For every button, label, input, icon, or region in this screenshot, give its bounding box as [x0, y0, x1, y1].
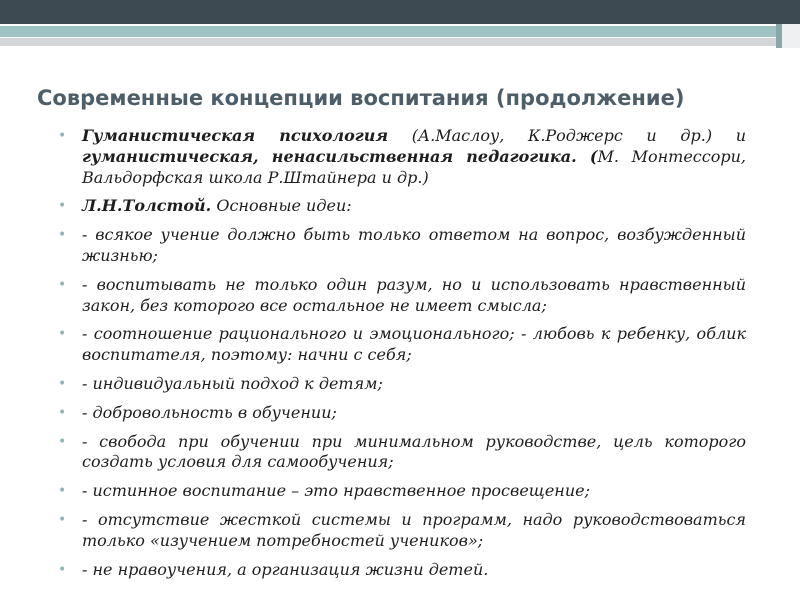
term-humanistic-psychology: Гуманистическая психология [82, 126, 389, 145]
bullet-icon: • [58, 483, 67, 500]
list-item-text: - добровольность в обучении; [82, 402, 337, 422]
term-nonviolent-pedagogy: гуманистическая, ненасильственная педагогика. ( [82, 146, 598, 166]
bullet-icon: • [58, 276, 67, 293]
bullet-icon: • [58, 128, 67, 144]
slide-title: Современные концепции воспитания (продолжение) [37, 86, 685, 110]
list-item-text: - отсутствие жесткой системы и программ, надо руководствоваться только «изучением потребностей учеников»; [82, 509, 746, 550]
list-item [56, 481, 746, 502]
bullet-icon: • [58, 561, 67, 578]
main-ideas-label: Основные идеи: [211, 196, 352, 216]
bullet-icon: • [58, 404, 67, 421]
list-item-text: - воспитывать не только один разум, но и использовать нравственный закон, без которого все остальное не имеет смысла; [82, 274, 746, 315]
list-item [56, 225, 746, 267]
list-item-humanistic [56, 126, 746, 188]
list-item-text: - свобода при обучении при минимальном руководстве, цель которого создать условия для самообучения; [82, 431, 746, 472]
header-gray-stripe [0, 38, 800, 46]
list-item [56, 275, 746, 317]
header-teal-stripe [0, 26, 800, 37]
list-item [56, 560, 746, 581]
bullet-icon: • [58, 326, 67, 343]
list-item [56, 510, 746, 552]
list-item-text: - не нравоучения, а организация жизни детей. [82, 559, 489, 579]
header-corner-accent [776, 24, 800, 48]
bullet-icon: • [58, 511, 67, 528]
header-dark-bar [0, 0, 800, 24]
bullet-icon: • [58, 198, 67, 215]
list-item-text: - индивидуальный подход к детям; [82, 373, 383, 393]
list-item-text: - истинное воспитание – это нравственное просвещение; [82, 481, 590, 501]
bullet-icon: • [58, 227, 67, 244]
list-item-tolstoy [56, 196, 746, 217]
bullet-icon: • [58, 375, 67, 392]
authors-montessori-steiner: М. Монтессори, Вальдорфская школа Р.Штайнера и др.) [82, 146, 746, 187]
list-item-text: - всякое учение должно быть только ответом на вопрос, возбужденный жизнью; [82, 225, 746, 265]
list-item-text: - соотношение рационального и эмоционального; - любовь к ребенку, облик воспитателя, поэтому: начни с себя; [82, 324, 746, 365]
slide-content-list [56, 126, 746, 588]
authors-maslow-rogers: (А.Маслоу, К.Роджерс и др.) и [388, 126, 746, 145]
bullet-icon: • [58, 433, 67, 450]
list-item [56, 374, 746, 395]
list-item [56, 432, 746, 474]
list-item [56, 403, 746, 424]
term-tolstoy: Л.Н.Толстой. [82, 196, 212, 216]
list-item [56, 324, 746, 366]
